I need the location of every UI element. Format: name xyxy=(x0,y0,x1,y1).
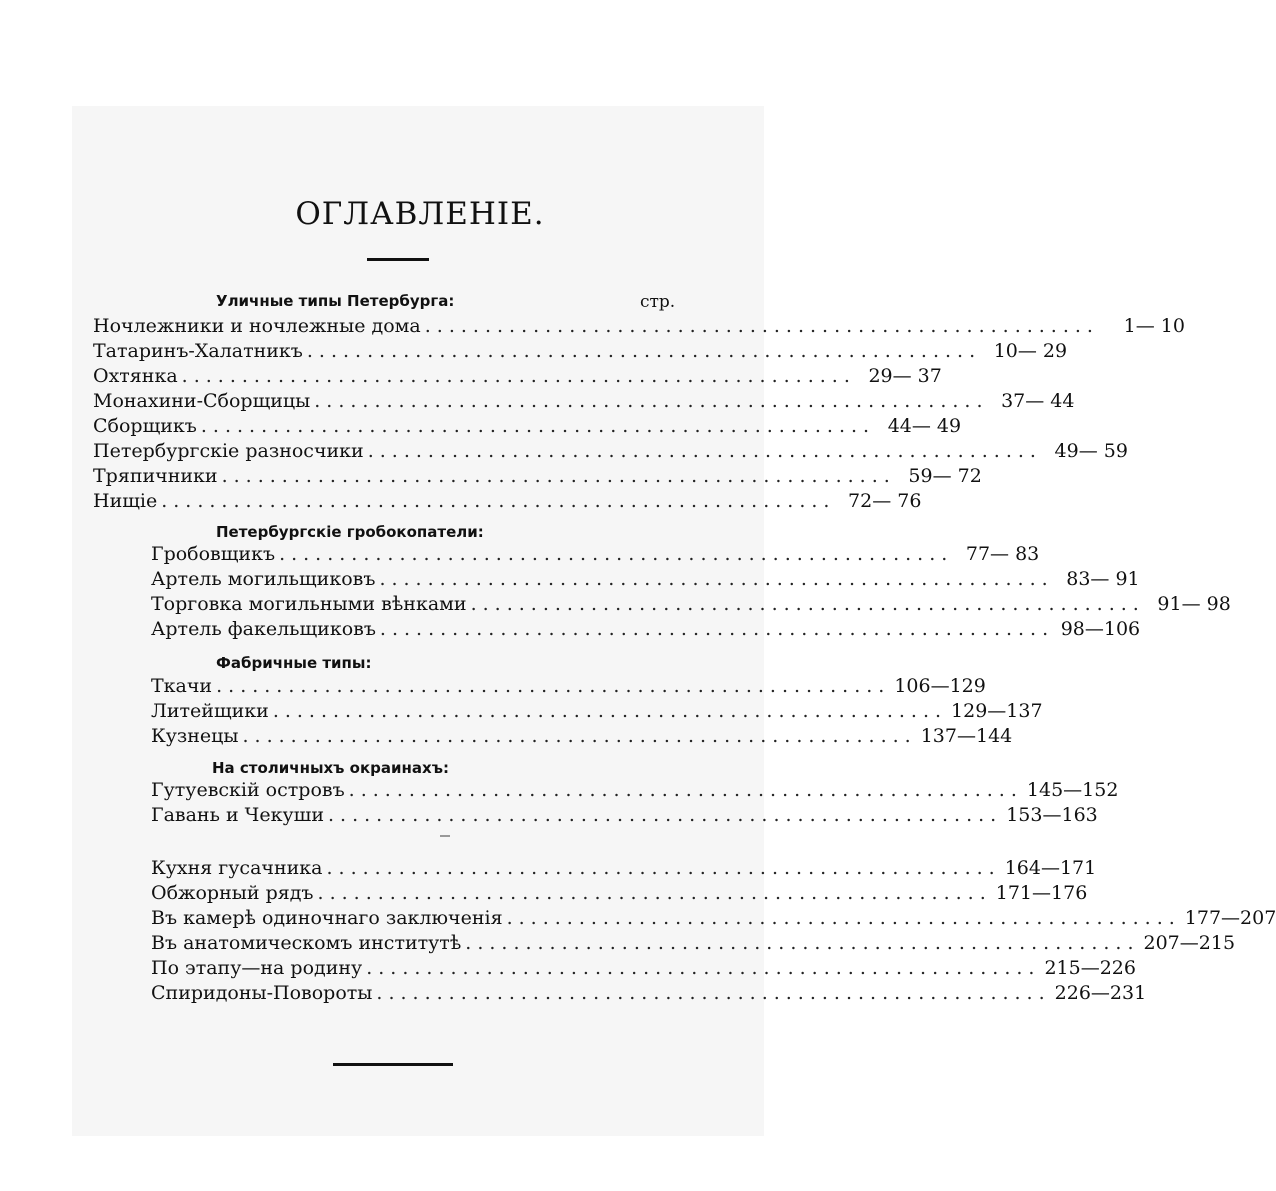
toc-entry: Петербургскіе разносчики ........................................................ 49— 59 xyxy=(93,440,1128,462)
page-column-header: стр. xyxy=(640,292,676,312)
title-rule xyxy=(367,258,429,261)
toc-entry: Литейщики ........................................................ 129—137 xyxy=(151,700,1043,722)
toc-entry: Кузнецы ........................................................ 137—144 xyxy=(151,725,1013,747)
toc-entry: Монахини-Сборщицы ........................................................ 37— 44 xyxy=(93,390,1075,412)
toc-entry: Торговка могильными вѣнками ........................................................ 91— 98 xyxy=(151,593,1231,615)
toc-entry: Артель могильщиковъ ........................................................ 83— 91 xyxy=(151,568,1140,590)
closing-rule xyxy=(333,1063,453,1066)
section-heading-street-types: Уличные типы Петербурга: xyxy=(216,292,455,310)
toc-entry: Въ анатомическомъ институтѣ ........................................................ 207—215 xyxy=(151,932,1236,954)
page-title: ОГЛАВЛЕНІЕ. xyxy=(295,196,545,232)
toc-entry: Обжорный рядъ ........................................................ 171—176 xyxy=(151,882,1088,904)
toc-entry: Тряпичники ........................................................ 59— 72 xyxy=(93,465,982,487)
section-heading-gravediggers: Петербургскіе гробокопатели: xyxy=(216,523,484,541)
section-heading-outskirts: На столичныхъ окраинахъ: xyxy=(212,759,449,777)
section-heading-factory-types: Фабричные типы: xyxy=(216,654,372,672)
toc-entry: Спиридоны-Повороты ........................................................ 226—231 xyxy=(151,982,1147,1004)
toc-entry: Гробовщикъ ........................................................ 77— 83 xyxy=(151,543,1040,565)
toc-entry: Въ камерѣ одиночнаго заключенія ........................................................ 177—207 xyxy=(151,907,1276,929)
toc-entry: Сборщикъ ........................................................ 44— 49 xyxy=(93,415,962,437)
print-mark xyxy=(440,835,450,837)
toc-entry: По этапу—на родину ........................................................ 215—226 xyxy=(151,957,1136,979)
toc-entry: Кухня гусачника ........................................................ 164—171 xyxy=(151,857,1097,879)
toc-entry: Артель факельщиковъ ........................................................ 98—106 xyxy=(151,618,1141,640)
toc-entry: Охтянка ........................................................ 29— 37 xyxy=(93,365,942,387)
toc-entry: Ткачи ........................................................ 106—129 xyxy=(151,675,986,697)
toc-entry: Ночлежники и ночлежные дома ........................................................ 1— 10 xyxy=(93,315,1185,337)
toc-entry: Гутуевскій островъ ........................................................ 145—152 xyxy=(151,779,1119,801)
toc-entry: Нищіе ........................................................ 72— 76 xyxy=(93,490,922,512)
toc-entry: Гавань и Чекуши ........................................................ 153—163 xyxy=(151,804,1098,826)
toc-entry: Татаринъ-Халатникъ ........................................................ 10— 29 xyxy=(93,340,1068,362)
